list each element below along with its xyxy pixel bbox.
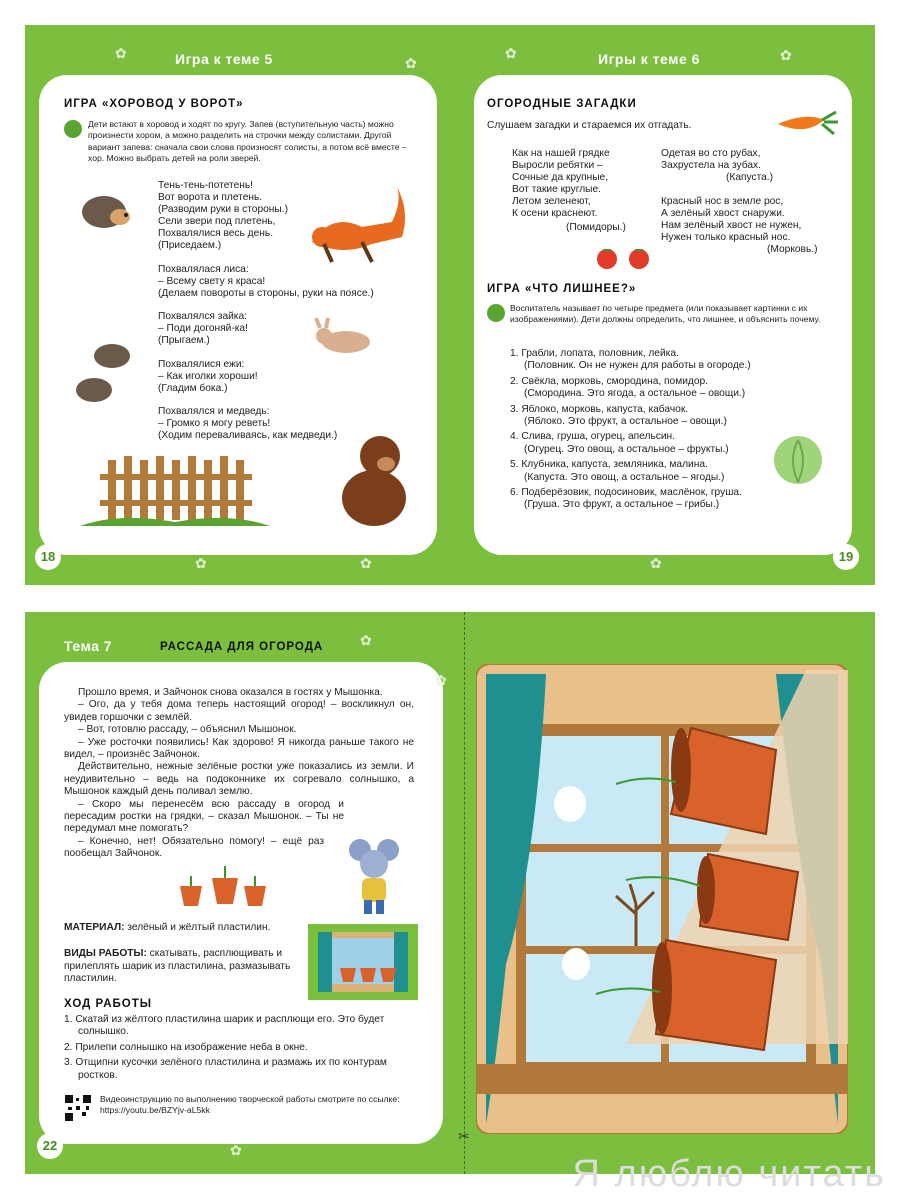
- bear-illustration: [330, 432, 416, 530]
- riddle-2-answer: (Капуста.): [726, 172, 774, 183]
- game-title-what-extra: ИГРА «ЧТО ЛИШНЕЕ?»: [487, 283, 637, 295]
- story-paragraph: – Вот, готовлю рассаду, – объяснил Мышонок.: [78, 724, 297, 736]
- riddles-title: ОГОРОДНЫЕ ЗАГАДКИ: [487, 98, 637, 110]
- window-thumbnail: [308, 924, 418, 1000]
- scissors-icon: ✂: [458, 1128, 470, 1144]
- fox-illustration: [302, 182, 412, 268]
- riddle-3: Красный нос в земле рос, А зелёный хвост снаружи. Нам зелёный хвост не нужен, Нужен только красный нос.: [661, 196, 802, 243]
- leaf-decoration-icon: ✿: [405, 55, 417, 71]
- page-number-19: 19: [833, 544, 859, 570]
- leaf-decoration-icon: ✿: [780, 47, 792, 63]
- list-item: 6. Подберёзовик, подосиновик, маслёнок, груша. (Груша. Это фрукт, а остальное – грибы.): [510, 487, 742, 511]
- watermark: Я люблю читать: [572, 1153, 886, 1195]
- seedling-pots-illustration: [178, 864, 270, 908]
- work-types-label: ВИДЫ РАБОТЫ:: [64, 948, 147, 959]
- work-types-text: ВИДЫ РАБОТЫ: скатывать, расплющивать и прилеплять шарик из пластилина, размазывать пластилин.: [64, 948, 291, 985]
- story-paragraph: – Скоро мы перенесём всю рассаду в огород и пересадим ростки на грядки, – сказал Мышонок. – Ты не передумал мне помогать?: [64, 798, 344, 835]
- cabbage-icon: [770, 430, 826, 486]
- work-steps-list: [64, 1014, 394, 1085]
- story-paragraph: – Конечно, нет! Обязательно помогу! – ещё раз пообещал Зайчонок.: [64, 835, 324, 860]
- page-18-header: Игра к теме 5: [175, 51, 273, 67]
- list-item: 4. Слива, груша, огурец, апельсин. (Огурец. Это овощ, а остальное – фрукты.): [510, 431, 729, 455]
- leaf-decoration-icon: ✿: [360, 632, 372, 648]
- riddle-1: Как на нашей грядке Выросли ребятки – Сочные да крупные, Вот такие круглые. Летом зеленеют, К осени краснеют.: [512, 148, 610, 219]
- material-label: МАТЕРИАЛ:: [64, 922, 125, 933]
- poem-stanza-1: Тень-тень-потетень! Вот ворота и плетень. (Разводим руки в стороны.) Сели звери под плетень, Похвалялися весь день. (Приседаем.): [158, 180, 288, 251]
- leaf-decoration-icon: ✿: [115, 45, 127, 61]
- material-text: МАТЕРИАЛ: зелёный и жёлтый пластилин.: [64, 922, 271, 933]
- page-number-22: 22: [37, 1133, 63, 1159]
- leaf-decoration-icon: ✿: [195, 555, 207, 571]
- list-item: 1. Скатай из жёлтого пластилина шарик и расплющи его. Это будет солнышко.: [64, 1014, 385, 1038]
- list-item: 5. Клубника, капуста, земляника, малина. (Капуста. Это овощ, а остальное – ягоды.): [510, 459, 725, 483]
- list-item: 2. Прилепи солнышко на изображение неба в окне.: [64, 1041, 308, 1053]
- leaf-decoration-icon: ✿: [505, 45, 517, 61]
- list-item: 3. Отщипни кусочки зелёного пластилина и размажь их по контурам ростков.: [64, 1057, 387, 1081]
- riddle-2: Одетая во сто рубах, Захрустела на зубах.: [661, 148, 761, 171]
- mouse-illustration: [346, 838, 402, 918]
- list-item: 2. Свёкла, морковь, смородина, помидор. (Смородина. Это ягода, а остальное – овощи.): [510, 375, 746, 400]
- hedgehog-illustration: [78, 190, 134, 232]
- poem-stanza-5: Похвалялся и медведь: – Громко я могу реветь! (Ходим переваливаясь, как медведи.): [158, 406, 338, 441]
- page-19-header: Игры к теме 6: [598, 51, 700, 67]
- poem-stanza-3: Похвалялся зайка: – Поди догоняй-ка! (Прыгаем.): [158, 311, 248, 346]
- leaf-decoration-icon: ✿: [230, 1142, 242, 1158]
- poem-stanza-2: Похвалялася лиса: – Всему свету я краса! (Делаем повороты в стороны, руки на поясе.): [158, 264, 374, 299]
- story-text: [64, 687, 414, 861]
- story-paragraph: Действительно, нежные зелёные ростки уже показались из земли. И неудивительно – ведь на подоконнике их согревало солнышко, а Мышонок каждый день поливал землю.: [64, 761, 414, 798]
- story-paragraph: Прошло время, и Зайчонок снова оказался в гостях у Мышонка.: [78, 687, 383, 698]
- riddle-3-answer: (Морковь.): [767, 244, 818, 255]
- page-number-18: 18: [35, 544, 61, 570]
- video-instruction-note: Видеоинструкцию по выполнению творческой работы смотрите по ссылке: https://youtu.be/BZYjv-aL5kk: [100, 1094, 400, 1116]
- game-title-khorovod: ИГРА «ХОРОВОД У ВОРОТ»: [64, 98, 244, 110]
- fence-illustration: [80, 452, 270, 530]
- theme-label: Тема 7: [64, 638, 113, 654]
- leaf-decoration-icon: ✿: [360, 555, 372, 571]
- poem-stanza-4: Похвалялися ежи: – Как иголки хороши! (Гладим бока.): [158, 359, 258, 394]
- carrot-icon: [776, 110, 838, 138]
- leaf-decoration-icon: ✿: [650, 555, 662, 571]
- leaf-bullet-icon: [64, 120, 82, 138]
- game-intro-text-2: Воспитатель называет по четыре предмета (или показывает картинки с их изображениями). Дети должны определить, что лишнее, и объяснить почему.: [510, 303, 821, 325]
- list-item: 1. Грабли, лопата, половник, лейка. (Половник. Он не нужен для работы в огороде.): [510, 348, 751, 372]
- leaf-decoration-icon: ✿: [435, 672, 447, 688]
- list-item: 3. Яблоко, морковь, капуста, кабачок. (Яблоко. Это фрукт, а остальное – овощи.): [510, 403, 727, 428]
- game-intro-text: Дети встают в хоровод и ходят по кругу. Запев (вступительную часть) можно произнести хором, а можно разделить на строчки между солистами. Другой вариант запева: сначала свои слова произносят солисты, а потом всё вместе – хор. Можно выбрать детей на роли зверей.: [88, 119, 407, 164]
- tomatoes-icon: [594, 246, 656, 270]
- riddle-1-answer: (Помидоры.): [566, 222, 626, 233]
- story-paragraph: – Уже росточки появились! Как здорово! Я никогда раньше такого не видел, – произнёс Зайчонок.: [64, 736, 414, 761]
- progress-title: ХОД РАБОТЫ: [64, 998, 153, 1010]
- leaf-bullet-icon: [487, 304, 505, 322]
- hare-illustration: [310, 318, 380, 362]
- theme-title: РАССАДА ДЛЯ ОГОРОДА: [160, 641, 324, 653]
- cut-line: [464, 612, 465, 1174]
- qr-code-icon: [64, 1094, 92, 1122]
- riddles-intro: Слушаем загадки и стараемся их отгадать.: [487, 120, 692, 131]
- story-paragraph: – Ого, да у тебя дома теперь настоящий огород! – воскликнул он, увидев горшочки с землёй.: [64, 699, 414, 723]
- hedgehogs-illustration: [72, 340, 142, 410]
- window-with-seedlings-illustration: [476, 664, 848, 1134]
